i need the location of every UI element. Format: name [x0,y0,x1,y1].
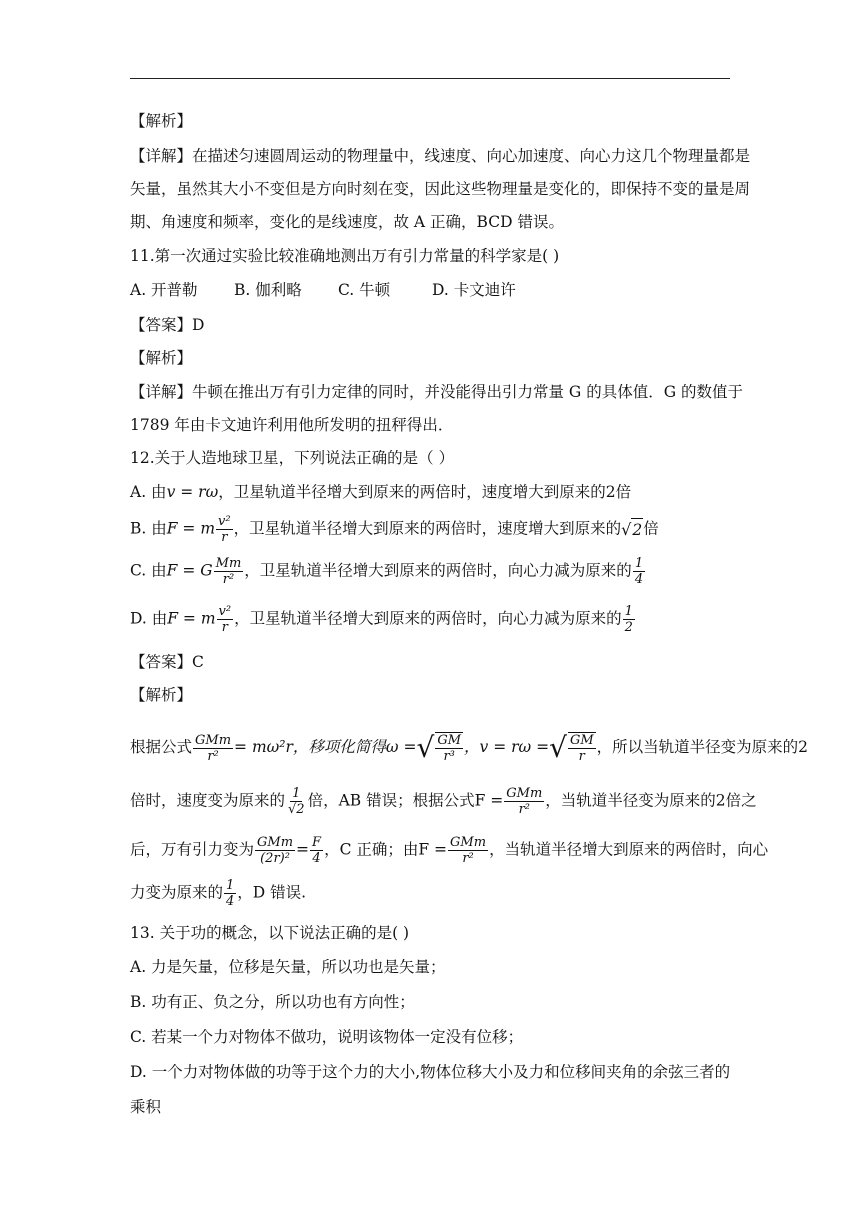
solution-text: ，D 错误. [237,883,307,902]
q12-solution-line-1 [130,732,808,764]
fraction-denominator: (2r)² [260,851,290,866]
q12-option-d-formula: F = m [167,609,216,628]
analysis-label: 【解析】 [130,112,193,130]
q12-option-b-fraction [216,514,233,545]
q12-answer: 【答案】C [130,653,204,671]
q11-option-a: A. 开普勒 [130,281,198,299]
fraction-numerator: v² [218,604,232,619]
q12-option-d-prefix: D. 由 [130,609,168,628]
q12-option-c-prefix: C. 由 [130,561,167,580]
q12-stem: 12.关于人造地球卫星，下列说法正确的是（ ） [130,449,455,467]
solution-text: ，当轨道半径增大到原来的两倍时，向心 [489,840,769,859]
solution-fraction [286,786,307,817]
fraction-numerator: GMm [195,732,232,748]
q12-option-b-end: 倍 [643,519,659,538]
detail-line: 【详解】在描述匀速圆周运动的物理量中，线速度、向心加速度、向心力这几个物理量都是 [130,147,751,165]
fraction-numerator: v² [218,514,231,529]
solution-fraction [224,878,236,909]
solution-text: 后，万有引力变为 [130,840,255,859]
fraction-numerator: F [312,835,322,850]
sqrt-symbol: √ 2 [621,519,643,539]
solution-fraction [504,786,544,817]
q11-answer: 【答案】D [130,316,205,334]
solution-fraction [193,733,233,764]
fraction-denominator: r [221,620,228,635]
q11-detail-line: 1789 年由卡文迪许利用他所发明的扭秤得出． [130,416,454,434]
equals-sign: = [296,840,310,859]
solution-text: 倍时，速度变为原来的 [130,791,286,810]
solution-text: ，当轨道半径变为原来的2倍之 [545,791,757,810]
solution-formula: ，v = rω = [464,738,550,756]
fraction-denominator: 4 [634,572,644,587]
solution-fraction [448,835,488,866]
q13-stem: 13. 关于功的概念，以下说法正确的是( ) [130,924,410,942]
solution-text: ，C 正确；由F = [324,840,448,859]
solution-fraction [255,835,295,866]
solution-text: 根据公式 [130,738,193,756]
q12-option-c-text: ，卫星轨道半径增大到原来的两倍时，向心力减为原来的 [244,561,632,580]
q12-solution-line-2 [130,786,757,817]
fraction-numerator: GM [569,733,594,748]
solution-formula: = mω²r，移项化简得ω = [234,738,417,756]
q12-option-b-prefix: B. 由 [130,519,167,538]
q12-option-b-formula: F = m [166,519,216,538]
fraction-numerator: 1 [624,604,633,619]
q12-solution-line-4 [130,878,306,909]
q12-option-c-formula: F = G [166,561,213,580]
q12-option-a-formula: v = rω [166,483,219,501]
solution-fraction [310,835,323,866]
q12-option-b [130,514,659,545]
q12-option-d [130,604,636,635]
detail-line: 矢量，虽然其大小不变但是方向时刻在变，因此这些物理量是变化的，即保持不变的量是周 [130,180,751,198]
header-rule [130,78,730,79]
q12-solution-line-3 [130,835,768,866]
solution-text: 倍，AB 错误；根据公式F = [307,791,504,810]
q13-option-b: B. 功有正、负之分，所以功也有方向性； [130,993,415,1011]
q12-option-d-result-fraction [623,604,635,635]
fraction-denominator: r² [518,802,530,817]
q12-option-c [130,556,646,587]
fraction-denominator: √2 [288,802,305,817]
q12-option-a-text: ，卫星轨道半径增大到原来的两倍时，速度增大到原来的2倍 [218,483,632,501]
q11-detail-line: 【详解】牛顿在推出万有引力定律的同时，并没能得出引力常量 G 的具体值．G 的数值于 [130,383,744,401]
fraction-numerator: GMm [450,835,487,850]
sqrt-expression: √ $\frac{GM}{r}$ [549,731,594,764]
q11-option-d: D. 卡文迪许 [432,281,516,299]
q13-option-a: A. 力是矢量，位移是矢量，所以功也是矢量； [130,958,446,976]
fraction-numerator: GM [437,733,462,748]
q12-option-c-result-fraction [633,556,645,587]
fraction-numerator: 1 [226,878,235,893]
detail-line: 期、角速度和频率，变化的是线速度，故 A 正确，BCD 错误。 [130,213,564,231]
fraction-denominator: 4 [226,894,235,909]
fraction-denominator: 4 [312,851,321,866]
fraction-denominator: 2 [624,620,633,635]
fraction-denominator: r² [222,572,235,587]
q11-options [130,279,516,301]
fraction-denominator: r³ [443,749,455,764]
fraction-numerator: 1 [292,786,301,801]
q12-option-d-fraction [217,604,234,635]
q11-option-c: C. 牛顿 [338,281,391,299]
q12-option-c-fraction [214,556,244,587]
fraction-numerator: GMm [506,786,543,801]
q13-option-c: C. 若某一个力对物体不做功，说明该物体一定没有位移； [130,1028,524,1046]
q13-option-d: D. 一个力对物体做的功等于这个力的大小,物体位移大小及力和位移间夹角的余弦三者的 [130,1063,731,1081]
fraction-denominator: r [221,530,228,545]
fraction-denominator: r² [207,748,219,764]
q12-option-a-prefix: A. 由 [130,483,167,501]
q12-option-a [130,481,631,503]
q12-analysis-label: 【解析】 [130,686,193,704]
q12-option-d-text: ，卫星轨道半径增大到原来的两倍时，向心力减为原来的 [234,609,622,628]
fraction-numerator: GMm [257,835,294,850]
q13-option-d-cont: 乘积 [130,1098,162,1116]
fraction-denominator: r [578,749,585,764]
solution-text: 力变为原来的 [130,883,224,902]
q12-option-b-text: ，卫星轨道半径增大到原来的两倍时，速度增大到原来的 [233,519,622,538]
sqrt-radicand: 2 [631,518,643,541]
q11-option-b: B. 伽利略 [234,281,302,299]
fraction-numerator: 1 [634,556,644,571]
q11-analysis-label: 【解析】 [130,349,193,367]
q11-stem: 11.第一次通过实验比较准确地测出万有引力常量的科学家是( ) [130,247,560,265]
solution-text: ，所以当轨道半径变为原来的2 [596,738,809,756]
fraction-denominator: r² [462,851,474,866]
fraction-numerator: Mm [215,556,242,571]
sqrt-expression: √ $\frac{GM}{\text{r³}}$ [416,731,462,764]
